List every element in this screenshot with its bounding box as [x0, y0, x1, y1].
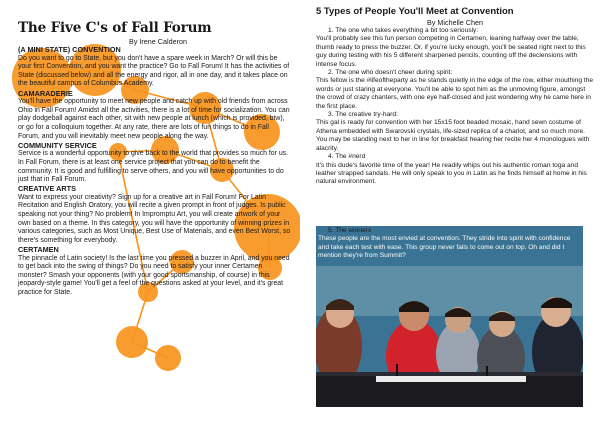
- section-heading: CREATIVE ARTS: [18, 184, 76, 194]
- section-heading: CAMARADERIE: [18, 88, 73, 98]
- list-body: You'll probably see this fun person competing in Certamen, leaning halfway over the table, thumb ready to press the buzzer. Or, if you're lucky enough, you'll be seated right next to this guy during testing with his 5 different sharpened pencils, counting off the declensions with intense focus.: [316, 35, 586, 68]
- article-title: The Five C's of Fall Forum: [18, 20, 212, 36]
- section-body: Service is a wonderful opportunity to give back to the world that provides so much for us. In Fall Forum, there is at least one service project that you can do to benefit the community. It is good and fulfilling to serve others, and you will have opportunities to do just that in Fall Forum.: [18, 150, 289, 184]
- list-heading: 3. The creative try-hard:: [328, 111, 398, 119]
- article-byline: By Michelle Chen: [427, 18, 483, 27]
- section-heading: COMMUNITY SERVICE: [18, 140, 97, 150]
- section-body: The pinnacle of Latin society! Is the last time you pressed a buzzer in April, and you need to get back into the swing of things? Do you need to satisfy your inner Certamen monster? Smash your opponents (with your good sportsmanship, of course) in this jeopardy-style game! You'll get a feel of the questions asked at your level, and it's great practice for State.: [18, 254, 290, 296]
- section-body: Want to express your creativity? Sign up for a creative art in Fall Forum! For Latin Recitation and English Oratory, you will recite a given prompt in front of judges. Is public speaking not your thing? No problem! In Impromptu Art, you will create artwork of your own based on a theme. In this category, you will have the opportunity of winning prizes in various categories, such as Most Unique, Best Use of Materials, and even Best Worst, so there's something for everybody.: [18, 193, 291, 244]
- list-heading: 2. The one who doesn't cheer during spirit:: [328, 69, 453, 77]
- list-heading: 1. The one who takes everything a bit too seriously:: [328, 27, 479, 34]
- list-heading: 4. The #nerd: [328, 153, 366, 161]
- section-heading: (A MINI STATE) CONVENTION: [18, 45, 121, 54]
- section-body: You'll have the opportunity to meet new people and catch up with old friends from across Ohio in Fall Forum! Amidst all the activities, there is a lot of time for socialization. You can play dodgeball against each other, sit with new people at lunch (which is provided, btw), or go for a colloquium together. At any rate, there are lots of fun things to do in Fall Forum, and you will inevitably meet new people along the way.: [18, 98, 290, 140]
- left-article: [18, 20, 298, 298]
- list-body: It's this dude's favorite time of the year! He readily whips out his authentic roman toga and leather strapped sandals. He will only speak to you in Latin as he finds himself at home in his natural environment.: [316, 161, 587, 186]
- list-body: This gal is ready for convention with her 15x15 foot beaded mosaic, hand sewn costume of Athena embedded with Swarovski crystals, life-sized replica of a chariot, and so much more. You may be standing next to her in line for breakfast hearing her recite her 4 monologues with alacrity.: [316, 119, 590, 152]
- list-body: This fellow is the #lifeoftheparty as he stands quietly in the edge of the row, either mouthing the words or just staring at everyone. You'll be able to spot him as the unmoving figure, amongst the crowd of crazy chanters, with one eye half-closed and just wondering why he came here in the first place.: [316, 77, 594, 110]
- list-body: These people are the most envied at convention. They stride into spirit with confidence and take each test with ease. This group never fails to come out on top. Oh and did I mention they're from Summit?: [318, 235, 571, 260]
- orange-circle: [116, 326, 148, 358]
- list-heading: 5. The winners: [328, 227, 372, 234]
- section-body: Do you want to go to State, but you don't have a spare week in March? Or will this be your first Convention, and you want the practice? Go to Fall Forum! It has the activities of State (discussed below) and all the energy and rigor, all in one day, and it takes place on the beautiful campus of Columbus Academy.: [18, 54, 290, 88]
- article-title: 5 Types of People You'll Meet at Convention: [316, 6, 514, 17]
- orange-circle: [155, 345, 181, 371]
- winners-caption: [316, 226, 583, 262]
- right-article: [316, 6, 594, 187]
- winners-photo: [316, 226, 583, 407]
- article-byline: By Irene Calderon: [129, 37, 187, 46]
- section-heading: CERTAMEN: [18, 245, 59, 255]
